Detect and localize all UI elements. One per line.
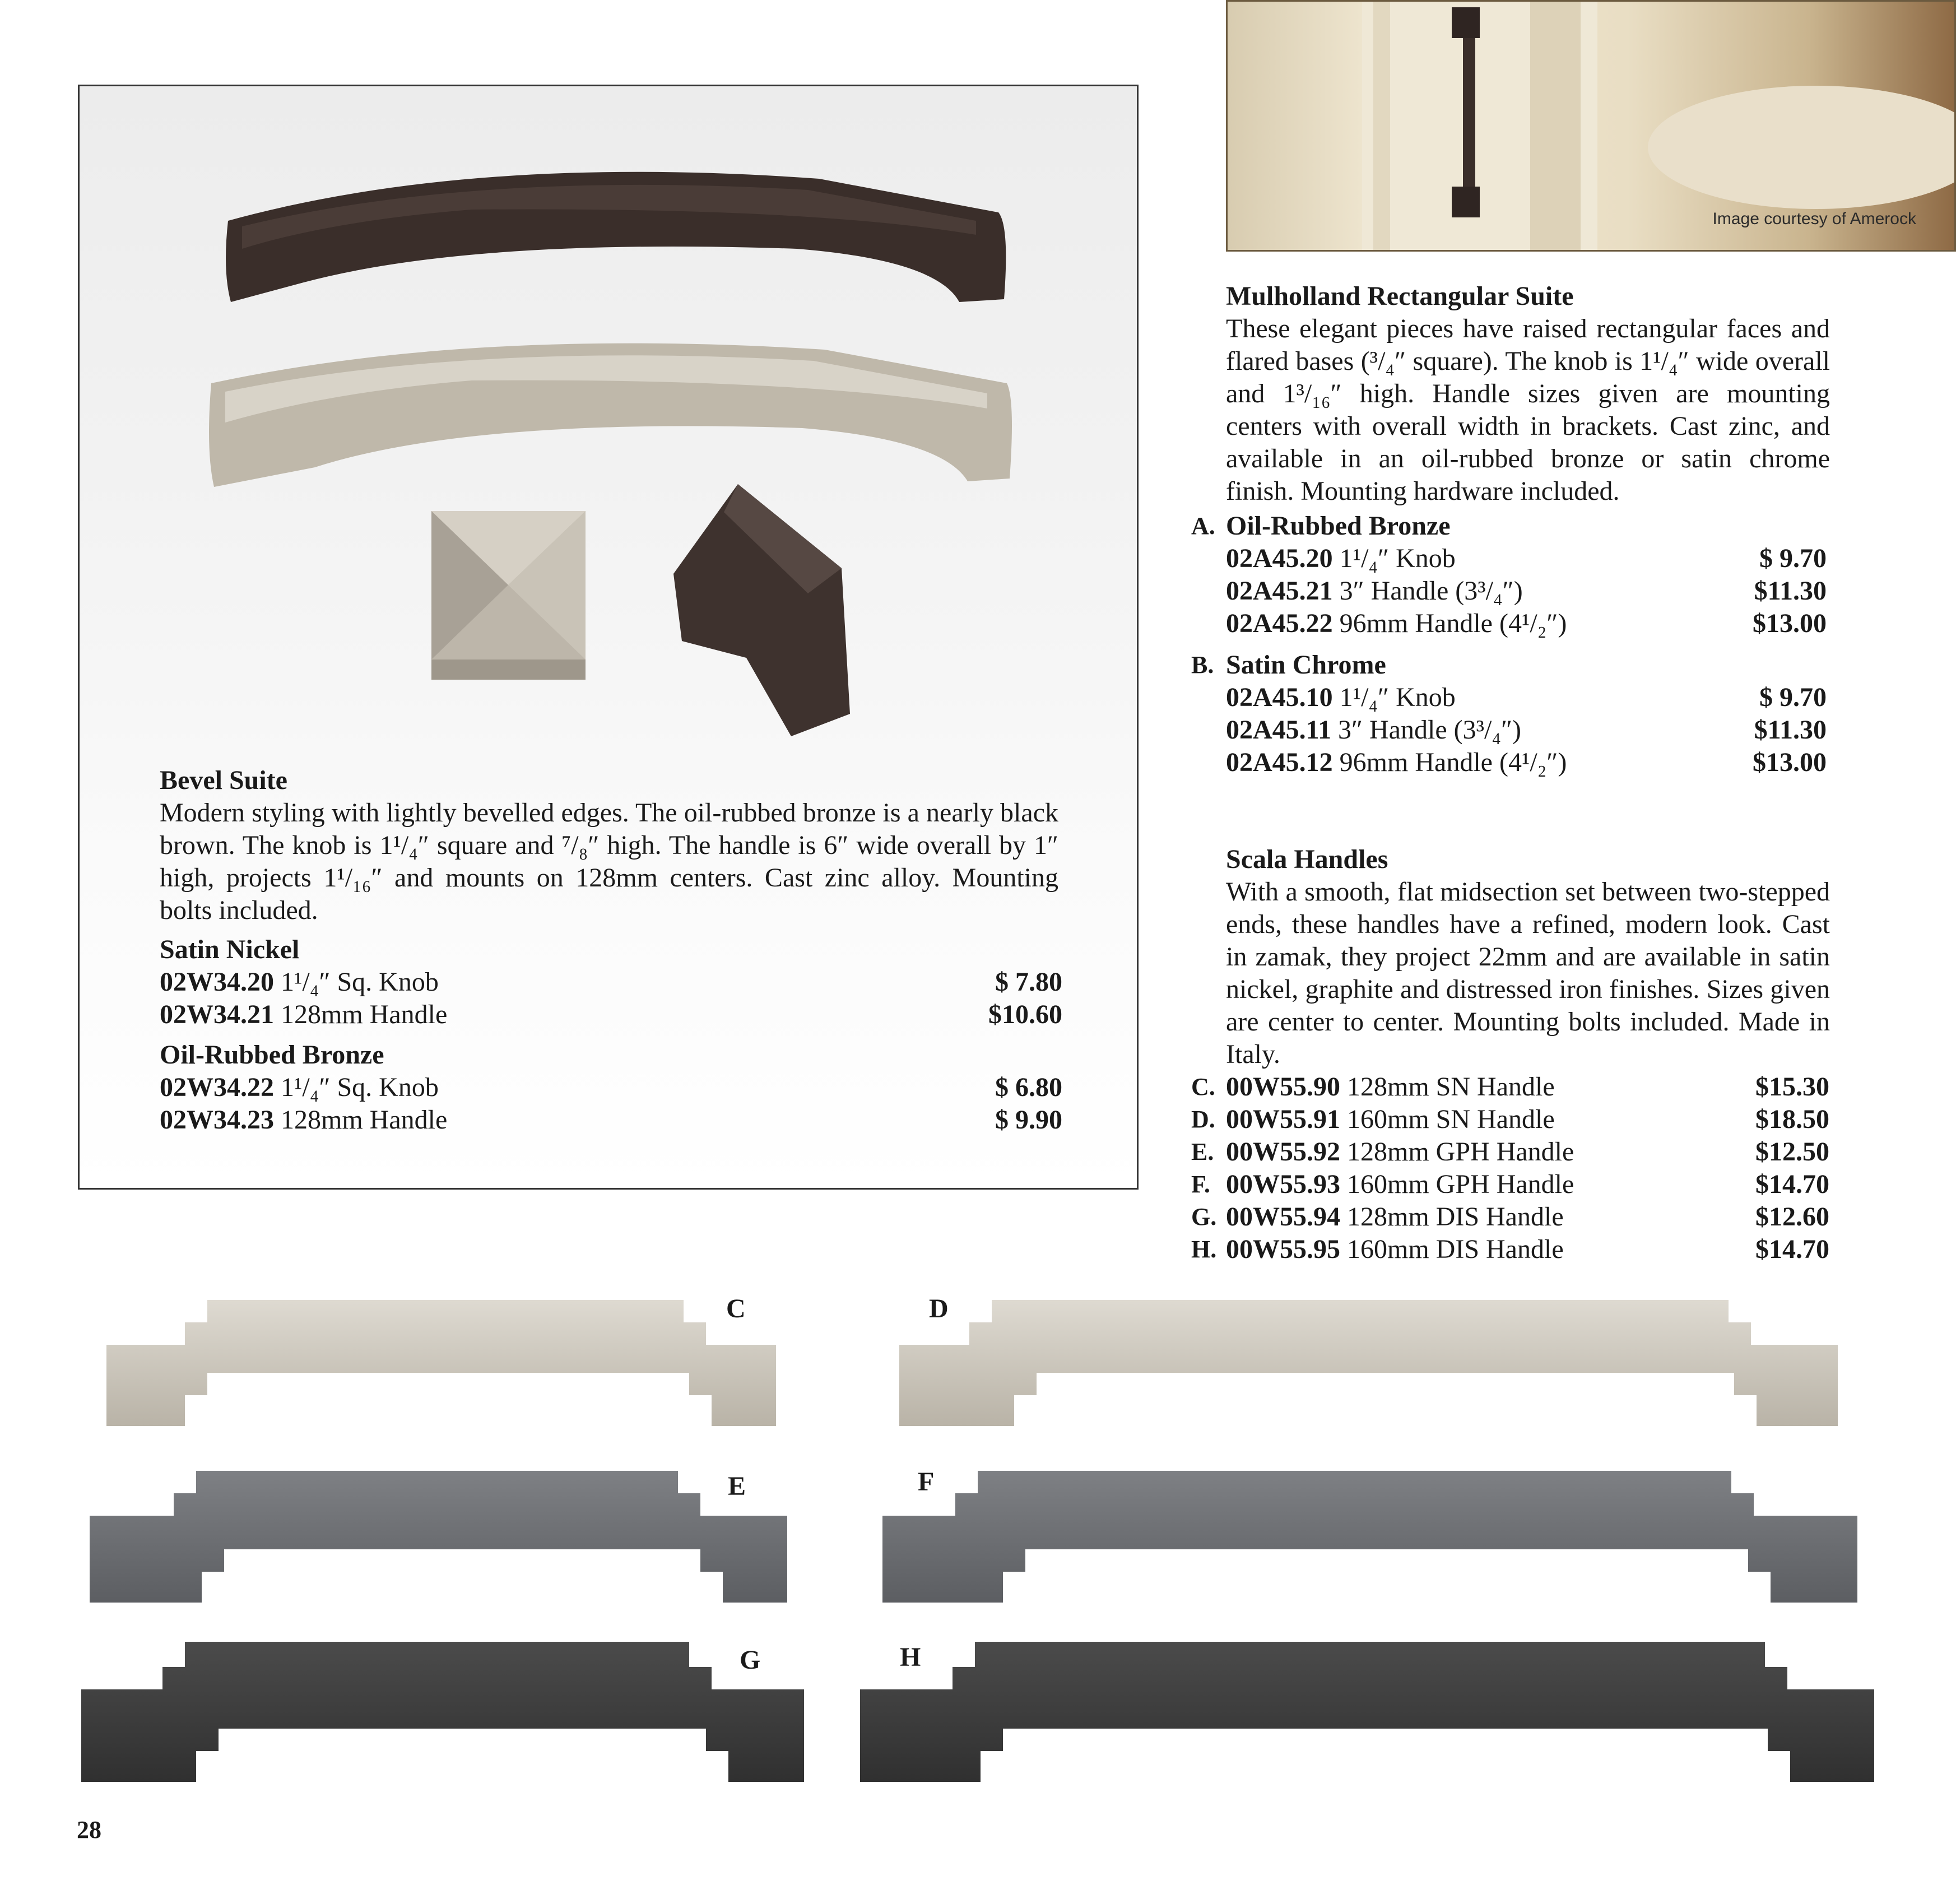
item-letter: H. bbox=[1191, 1236, 1217, 1263]
product-description: 128mm Handle bbox=[281, 1000, 448, 1029]
product-sku: 02A45.12 bbox=[1226, 747, 1333, 777]
handle-f bbox=[882, 1471, 1857, 1603]
product-price: $14.70 bbox=[1755, 1234, 1829, 1264]
bevel-suite-description: Modern styling with lightly bevelled edges. The oil-rubbed bronze is a nearly black brown. The knob is 1¹/₄″ square and ⁷/₈″ high. The handle is 6″ wide overall by 1″ high, projects 1¹/₁₆″ and mounts on 128mm centers. Cast zinc alloy. Mounting bolts included. bbox=[160, 798, 1058, 925]
product-description: 128mm SN Handle bbox=[1347, 1072, 1555, 1102]
product-row bbox=[1226, 746, 1567, 779]
photo-label-g: G bbox=[740, 1645, 761, 1675]
product-price: $ 9.70 bbox=[1759, 544, 1827, 573]
product-price: $15.30 bbox=[1755, 1072, 1829, 1102]
photo-label-h: H bbox=[900, 1642, 921, 1672]
product-row bbox=[1226, 714, 1521, 746]
group-letter: B. bbox=[1191, 651, 1214, 679]
product-description: 1¹/₄″ Sq. Knob bbox=[281, 1072, 439, 1102]
photo-label-f: F bbox=[918, 1467, 935, 1497]
product-sku: 02A45.22 bbox=[1226, 609, 1333, 638]
product-description: 1¹/₄″ Knob bbox=[1339, 544, 1456, 573]
product-sku: 00W55.93 bbox=[1226, 1169, 1340, 1199]
product-row bbox=[160, 1071, 439, 1104]
product-row bbox=[1226, 1201, 1564, 1233]
item-letter: D. bbox=[1191, 1106, 1215, 1133]
product-price: $ 7.80 bbox=[995, 967, 1062, 997]
product-price: $10.60 bbox=[988, 1000, 1062, 1029]
item-letter: G. bbox=[1191, 1203, 1217, 1230]
product-sku: 02A45.11 bbox=[1226, 715, 1332, 745]
scala-description: With a smooth, flat midsection set between two-stepped ends, these handles have a refined, modern look. Cast in zamak, they project 22mm and are available in satin nickel, graphite and distressed iron finishes. Sizes given are center to center. Mounting bolts included. Made in Italy. bbox=[1226, 877, 1830, 1069]
product-description: 3″ Handle (3³/₄″) bbox=[1338, 715, 1522, 745]
product-sku: 02W34.22 bbox=[160, 1072, 274, 1102]
group-heading-oil-rubbed-bronze: Oil-Rubbed Bronze bbox=[160, 1040, 384, 1070]
group-heading-satin-nickel: Satin Nickel bbox=[160, 935, 300, 964]
product-description: 160mm DIS Handle bbox=[1347, 1234, 1564, 1264]
product-row bbox=[160, 999, 447, 1031]
handle-d bbox=[899, 1300, 1838, 1426]
mulholland-description: These elegant pieces have raised rectangular faces and flared bases (³/₄″ square). The knob is 1¹/₄″ wide overall and 1³/₁₆″ high. Handle sizes given are mounting centers with overall width in brackets. Cast zinc, and available in an oil-rubbed bronze or satin chrome finish. Mounting hardware included. bbox=[1226, 314, 1830, 506]
product-sku: 00W55.91 bbox=[1226, 1104, 1340, 1134]
bevel-suite-title: Bevel Suite bbox=[160, 765, 287, 795]
product-row bbox=[160, 966, 439, 999]
product-sku: 02W34.21 bbox=[160, 1000, 274, 1029]
product-description: 160mm GPH Handle bbox=[1347, 1169, 1574, 1199]
product-price: $13.00 bbox=[1753, 609, 1827, 638]
product-price: $13.00 bbox=[1753, 747, 1827, 777]
product-sku: 02A45.20 bbox=[1226, 544, 1333, 573]
product-price: $ 9.70 bbox=[1759, 682, 1827, 712]
product-sku: 00W55.94 bbox=[1226, 1202, 1340, 1232]
handle-c bbox=[106, 1300, 776, 1426]
product-sku: 02A45.10 bbox=[1226, 682, 1333, 712]
product-row bbox=[1226, 607, 1567, 640]
group-letter: A. bbox=[1191, 512, 1215, 540]
product-description: 1¹/₄″ Sq. Knob bbox=[281, 967, 439, 997]
product-sku: 02W34.20 bbox=[160, 967, 274, 997]
product-row bbox=[1226, 1136, 1574, 1168]
product-row bbox=[160, 1104, 447, 1136]
product-row bbox=[1226, 542, 1456, 575]
product-row bbox=[1226, 681, 1456, 714]
product-row bbox=[1226, 1233, 1564, 1266]
product-description: 128mm GPH Handle bbox=[1347, 1137, 1574, 1167]
product-row bbox=[1226, 1103, 1555, 1136]
handle-e bbox=[90, 1471, 787, 1603]
page-number: 28 bbox=[77, 1816, 101, 1843]
mulholland-title: Mulholland Rectangular Suite bbox=[1226, 281, 1574, 311]
product-price: $12.60 bbox=[1755, 1202, 1829, 1232]
product-price: $18.50 bbox=[1755, 1104, 1829, 1134]
bevel-suite-photo bbox=[80, 86, 1137, 781]
product-price: $ 6.80 bbox=[995, 1072, 1062, 1102]
product-price: $11.30 bbox=[1754, 715, 1827, 745]
photo-label-d: D bbox=[929, 1294, 949, 1323]
product-description: 128mm DIS Handle bbox=[1347, 1202, 1564, 1232]
product-sku: 00W55.95 bbox=[1226, 1234, 1340, 1264]
product-sku: 00W55.90 bbox=[1226, 1072, 1340, 1102]
item-letter: E. bbox=[1191, 1138, 1214, 1165]
handle-g bbox=[81, 1642, 804, 1782]
cabinet-photo bbox=[1226, 0, 1956, 252]
photo-label-e: E bbox=[728, 1471, 746, 1501]
group-heading-oil-rubbed-bronze: Oil-Rubbed Bronze bbox=[1226, 511, 1451, 541]
product-description: 160mm SN Handle bbox=[1347, 1104, 1555, 1134]
product-price: $14.70 bbox=[1755, 1169, 1829, 1199]
item-letter: C. bbox=[1191, 1073, 1215, 1100]
product-description: 3″ Handle (3³/₄″) bbox=[1339, 576, 1523, 606]
product-description: 128mm Handle bbox=[281, 1105, 448, 1135]
product-row bbox=[1226, 1168, 1574, 1201]
image-credit: Image courtesy of Amerock bbox=[1712, 210, 1916, 228]
handle-h bbox=[860, 1642, 1874, 1782]
product-row bbox=[1226, 1071, 1555, 1103]
photo-label-c: C bbox=[726, 1294, 746, 1323]
item-letter: F. bbox=[1191, 1171, 1210, 1198]
product-description: 96mm Handle (4¹/₂″) bbox=[1339, 609, 1567, 638]
product-price: $11.30 bbox=[1754, 576, 1827, 606]
product-price: $12.50 bbox=[1755, 1137, 1829, 1167]
product-price: $ 9.90 bbox=[995, 1105, 1062, 1135]
product-row bbox=[1226, 575, 1523, 607]
bevel-suite-panel bbox=[78, 85, 1139, 1190]
product-description: 96mm Handle (4¹/₂″) bbox=[1339, 747, 1567, 777]
scala-title: Scala Handles bbox=[1226, 844, 1388, 874]
product-sku: 02W34.23 bbox=[160, 1105, 274, 1135]
product-sku: 02A45.21 bbox=[1226, 576, 1333, 606]
scala-handles-photo bbox=[0, 1278, 1956, 1793]
product-description: 1¹/₄″ Knob bbox=[1339, 682, 1456, 712]
product-sku: 00W55.92 bbox=[1226, 1137, 1340, 1167]
group-heading-satin-chrome: Satin Chrome bbox=[1226, 650, 1386, 680]
